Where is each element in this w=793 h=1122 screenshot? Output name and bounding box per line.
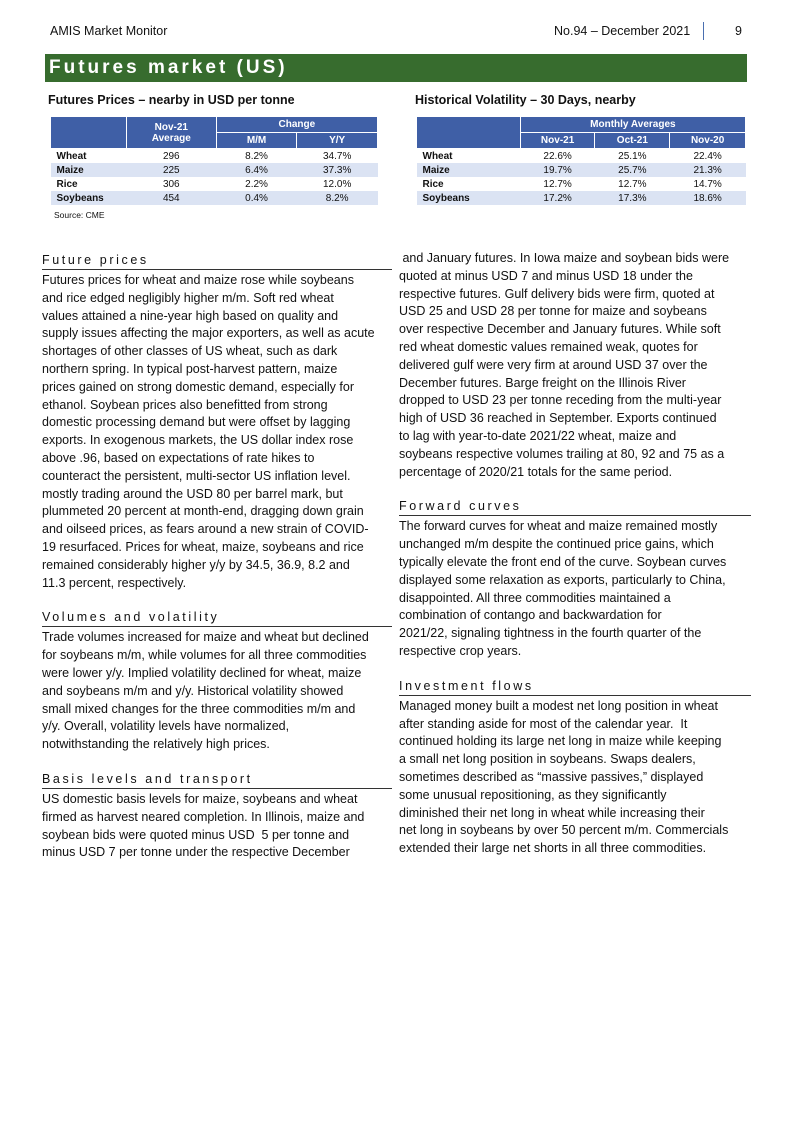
table-source: Source: CME	[54, 210, 105, 220]
text-line: high of USD 36 reached in September. Exports continued	[399, 411, 717, 426]
text-line: soybean bids were quoted minus USD 5 per tonne and	[42, 827, 350, 842]
text-line: sometimes described as “massive passives,” displayed	[399, 769, 704, 784]
text-line: 11.3 percent, respectively.	[42, 575, 187, 590]
paragraph-forward-curves	[399, 518, 751, 660]
cell-value: 14.7%	[693, 178, 722, 190]
row-label: Rice	[56, 178, 78, 190]
cell-average: 454	[126, 191, 216, 205]
cell-mm: 6.4%	[216, 163, 297, 177]
text-line: were lower y/y. Implied volatility declined for wheat, maize	[42, 665, 362, 680]
text-line: notwithstanding the relatively high prices.	[42, 737, 270, 752]
heading-investment-flows: Investment flows	[399, 678, 751, 696]
text-line: continued holding its large net long in maize while keeping	[399, 734, 722, 749]
text-line: and January futures. In Iowa maize and soybean bids were	[399, 251, 730, 265]
volatility-table-title: Historical Volatility – 30 Days, nearby	[415, 93, 636, 107]
table-row	[51, 191, 378, 205]
volatility-col: Oct-21	[595, 133, 670, 149]
text-line: over respective December and January futures. While soft	[399, 322, 721, 337]
table-row	[51, 149, 378, 164]
table-row	[51, 163, 378, 177]
text-line: diminished their net long in wheat while increasing their	[399, 805, 705, 820]
text-line: y/y. Overall, volatility levels have normalized,	[42, 719, 290, 734]
cell-value: 19.7%	[520, 163, 595, 177]
prices-col-yy: Y/Y	[297, 133, 378, 149]
text-line: Managed money built a modest net long position in wheat	[399, 698, 718, 713]
table-row	[417, 163, 746, 177]
row-label: Wheat	[56, 150, 87, 162]
prices-col-mm: M/M	[216, 133, 297, 149]
row-label: Soybeans	[51, 191, 127, 205]
text-line: delivered gulf were very firm at around USD 37 over the	[399, 357, 708, 372]
text-line: northern spring. In typical post-harvest pattern, maize	[42, 361, 338, 376]
row-label: Maize	[51, 163, 127, 177]
section-banner: Futures market (US)	[45, 54, 747, 82]
text-line: Trade volumes increased for maize and wheat but declined	[42, 630, 369, 645]
prices-col-change: Change	[216, 117, 377, 133]
text-line: values attained a nine-year high based on quality and	[42, 308, 339, 323]
text-line: above .96, based on expectations of rate hikes to	[42, 450, 315, 465]
heading-future-prices: Future prices	[42, 252, 392, 270]
cell-mm: 0.4%	[216, 191, 297, 205]
row-label: Maize	[417, 163, 521, 177]
paragraph-basis-transport	[42, 791, 392, 862]
row-label: Wheat	[422, 150, 453, 162]
text-line: US domestic basis levels for maize, soybeans and wheat	[42, 791, 358, 806]
text-line: December futures. Barge freight on the Illinois River	[399, 375, 686, 390]
text-line: mostly trading around the USD 80 per barrel mark, but	[42, 486, 343, 501]
row-label: Soybeans	[417, 191, 521, 205]
table-row	[51, 177, 378, 191]
cell-value: 17.3%	[595, 191, 670, 205]
text-line: small mixed changes for the three commodities m/m and	[42, 701, 356, 716]
text-line: ethanol. Soybean prices also benefitted from strong	[42, 397, 328, 412]
cell-value: 17.2%	[520, 191, 595, 205]
cell-mm: 8.2%	[245, 150, 268, 162]
text-line: to lag with year-to-date 2021/22 wheat, maize and	[399, 428, 677, 443]
heading-volumes-volatility: Volumes and volatility	[42, 609, 392, 627]
paragraph-volumes-volatility	[42, 629, 392, 754]
text-line: extended their large net shorts in all three commodities.	[399, 841, 707, 856]
heading-basis-transport: Basis levels and transport	[42, 771, 392, 789]
text-line: a small net long position in soybeans. Swaps dealers,	[399, 752, 696, 767]
text-line: remained considerably higher y/y by 34.5, 36.9, 8.2 and	[42, 557, 350, 572]
cell-average: 306	[162, 178, 180, 190]
cell-yy: 8.2%	[297, 191, 378, 205]
text-line: firmed as harvest neared completion. In Illinois, maize and	[42, 809, 365, 824]
text-line: respective futures. Gulf delivery bids were firm, quoted at	[399, 286, 715, 301]
left-column	[42, 252, 392, 862]
text-line: prices gained on strong domestic demand, especially for	[42, 379, 354, 394]
volatility-col: Nov-20	[670, 133, 746, 149]
text-line: net long in soybeans by over 50 percent m/m. Commercials	[399, 823, 729, 838]
cell-value: 25.1%	[618, 150, 647, 162]
page-number: 9	[735, 24, 742, 38]
text-line: 19 resurfaced. Prices for wheat, maize, soybeans and rice	[42, 539, 364, 554]
text-line: after standing aside for most of the calendar year. It	[399, 716, 688, 731]
table-row	[417, 149, 746, 164]
volatility-corner-cell	[417, 117, 521, 149]
text-line: plummeted 20 percent at month-end, dragging down grain	[42, 504, 364, 519]
text-line: typically elevate the front end of the curve. Soybean curves	[399, 554, 727, 569]
text-line: The forward curves for wheat and maize remained mostly	[399, 519, 718, 534]
volatility-col: Nov-21	[520, 133, 595, 149]
prices-table-title: Futures Prices – nearby in USD per tonne	[48, 93, 295, 107]
text-line: dropped to USD 23 per tonne receding from the multi-year	[399, 393, 722, 408]
text-line: unchanged m/m despite the continued price gains, which	[399, 537, 714, 552]
header-divider	[703, 22, 704, 40]
text-line: supply issues affecting the major exporters, as well as acute	[42, 326, 375, 341]
text-line: shortages of other classes of US wheat, such as dark	[42, 344, 338, 359]
cell-average: 225	[126, 163, 216, 177]
paragraph-future-prices	[42, 272, 392, 592]
text-line: soybeans respective volumes trailing at 80, 92 and 75 as a	[399, 446, 725, 461]
text-line: displayed some relaxation as exports, particularly to China,	[399, 572, 726, 587]
cell-mm: 2.2%	[245, 178, 268, 190]
text-line: USD 25 and USD 28 per tonne for maize and soybeans	[399, 304, 707, 319]
row-label: Rice	[422, 178, 444, 190]
cell-yy: 34.7%	[322, 150, 352, 162]
volatility-table	[416, 116, 746, 205]
text-line: counteract the persistent, multi-sector US inflation level.	[42, 468, 351, 483]
text-line: 2021/22, signaling tightness in the fourth quarter of the	[399, 626, 702, 641]
cell-yy: 37.3%	[297, 163, 378, 177]
volatility-col-group: Monthly Averages	[520, 117, 745, 133]
table-row	[417, 177, 746, 191]
prices-col-average: Nov-21 Average	[126, 117, 216, 149]
text-line: some unusual repositioning, as they significantly	[399, 787, 667, 802]
cell-value: 12.7%	[543, 178, 572, 190]
paragraph-basis-continued	[399, 250, 751, 481]
cell-average: 296	[162, 150, 180, 162]
text-line: and rice edged negligibly higher m/m. Soft red wheat	[42, 290, 334, 305]
heading-forward-curves: Forward curves	[399, 498, 751, 516]
text-line: Futures prices for wheat and maize rose while soybeans	[42, 273, 354, 287]
text-line: percentage of 2020/21 totals for the same period.	[399, 464, 673, 479]
cell-value: 22.4%	[693, 150, 722, 162]
text-line: red wheat domestic values remained weak, quotes for	[399, 339, 698, 354]
cell-value: 12.7%	[618, 178, 647, 190]
text-line: minus USD 7 per tonne under the respective December	[42, 845, 350, 860]
issue-date: No.94 – December 2021	[554, 24, 691, 38]
table-row	[417, 191, 746, 205]
text-line: respective crop years.	[399, 643, 522, 658]
text-line: disappointed. All three commodities maintained a	[399, 590, 671, 605]
text-line: exports. In exogenous markets, the US dollar index rose	[42, 433, 354, 448]
publication-title: AMIS Market Monitor	[50, 24, 168, 38]
text-line: domestic processing demand but were offset by lagging	[42, 415, 351, 430]
right-column	[399, 250, 751, 858]
cell-value: 22.6%	[543, 150, 572, 162]
text-line: and oilseed prices, as fears around a new strain of COVID-	[42, 522, 369, 537]
text-line: combination of contango and backwardation for	[399, 608, 662, 623]
paragraph-investment-flows	[399, 698, 751, 858]
prices-corner-cell	[51, 117, 127, 149]
cell-value: 21.3%	[670, 163, 746, 177]
text-line: and soybeans m/m and y/y. Historical volatility showed	[42, 683, 344, 698]
cell-value: 25.7%	[595, 163, 670, 177]
text-line: quoted at minus USD 7 and minus USD 18 under the	[399, 268, 693, 283]
futures-prices-table	[50, 116, 378, 205]
text-line: for soybeans m/m, while volumes for all three commodities	[42, 648, 367, 663]
cell-value: 18.6%	[670, 191, 746, 205]
cell-yy: 12.0%	[322, 178, 352, 190]
